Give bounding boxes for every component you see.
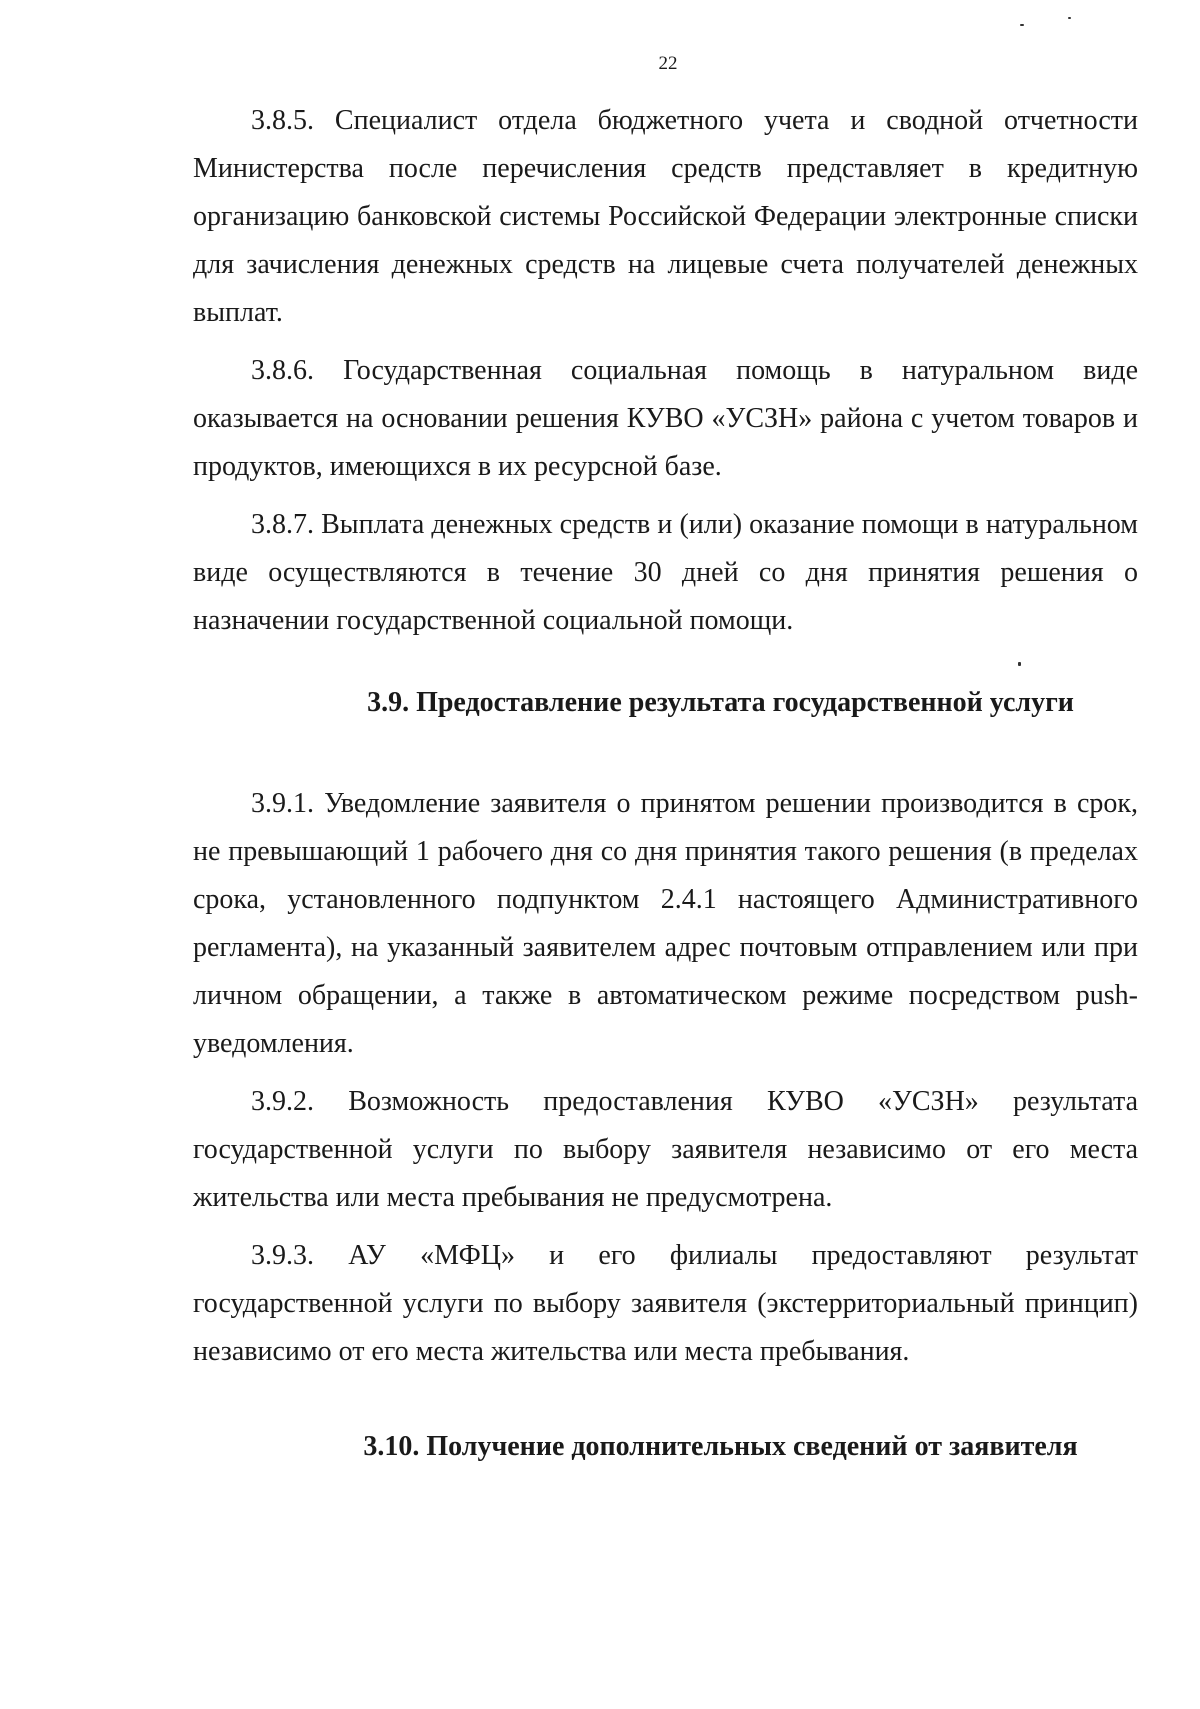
paragraph-number: 3.9.1. [251,788,314,819]
paragraph-body: Государственная социальная помощь в натуральном виде оказывается на основании решения КУВО «УСЗН» района с учетом товаров и продуктов, имеющихся в их ресурсной базе. [193,355,1138,482]
section-heading-3-9: 3.9. Предоставление результата государственной услуги [367,687,1074,718]
paragraph-number: 3.9.2. [251,1086,314,1117]
section-heading-3-10: 3.10. Получение дополнительных сведений от заявителя [363,1431,1078,1462]
scan-mark [1068,17,1071,19]
paragraph-3-8-5 [193,97,1138,337]
paragraph-3-9-3 [193,1232,1138,1376]
paragraph-number: 3.9.3. [251,1240,314,1271]
scan-mark [1018,662,1021,666]
paragraph-body: Уведомление заявителя о принятом решении производится в срок, не превышающий 1 рабочего дня со дня принятия такого решения (в пределах срока, установленного подпунктом 2.4.1 настоящего Административного регламента), на указанный заявителем адрес почтовым отправлением или при личном обращении, а также в автоматическом режиме посредством push-уведомления. [193,788,1138,1059]
paragraph-number: 3.8.7. [251,509,314,540]
paragraph-number: 3.8.5. [251,105,314,136]
paragraph-3-8-7 [193,501,1138,645]
paragraph-3-8-6 [193,347,1138,491]
paragraph-number: 3.8.6. [251,355,314,386]
scan-mark [1020,24,1024,26]
paragraph-body: АУ «МФЦ» и его филиалы предоставляют результат государственной услуги по выбору заявителя (экстерриториальный принцип) независимо от его места жительства или места пребывания. [193,1240,1139,1367]
section-3-9 [193,780,1138,1376]
paragraph-body: Специалист отдела бюджетного учета и сводной отчетности Министерства после перечисления средств представляет в кредитную организацию банковской системы Российской Федерации электронные списки для зачисления денежных средств на лицевые счета получателей денежных выплат. [193,105,1139,328]
page-number: 22 [658,53,678,74]
paragraph-text [193,1232,1138,1376]
paragraph-3-9-2 [193,1078,1138,1222]
paragraph-text [193,97,1138,337]
paragraph-body: Возможность предоставления КУВО «УСЗН» результата государственной услуги по выбору заявителя независимо от его места жительства или места пребывания не предусмотрена. [193,1086,1138,1213]
paragraph-text [193,1078,1138,1222]
section-3-8 [193,97,1138,645]
paragraph-text [193,780,1138,1068]
paragraph-3-9-1 [193,780,1138,1068]
paragraph-text [193,347,1138,491]
paragraph-body: Выплата денежных средств и (или) оказание помощи в натуральном виде осуществляются в течение 30 дней со дня принятия решения о назначении государственной социальной помощи. [193,509,1138,636]
paragraph-text [193,501,1138,645]
